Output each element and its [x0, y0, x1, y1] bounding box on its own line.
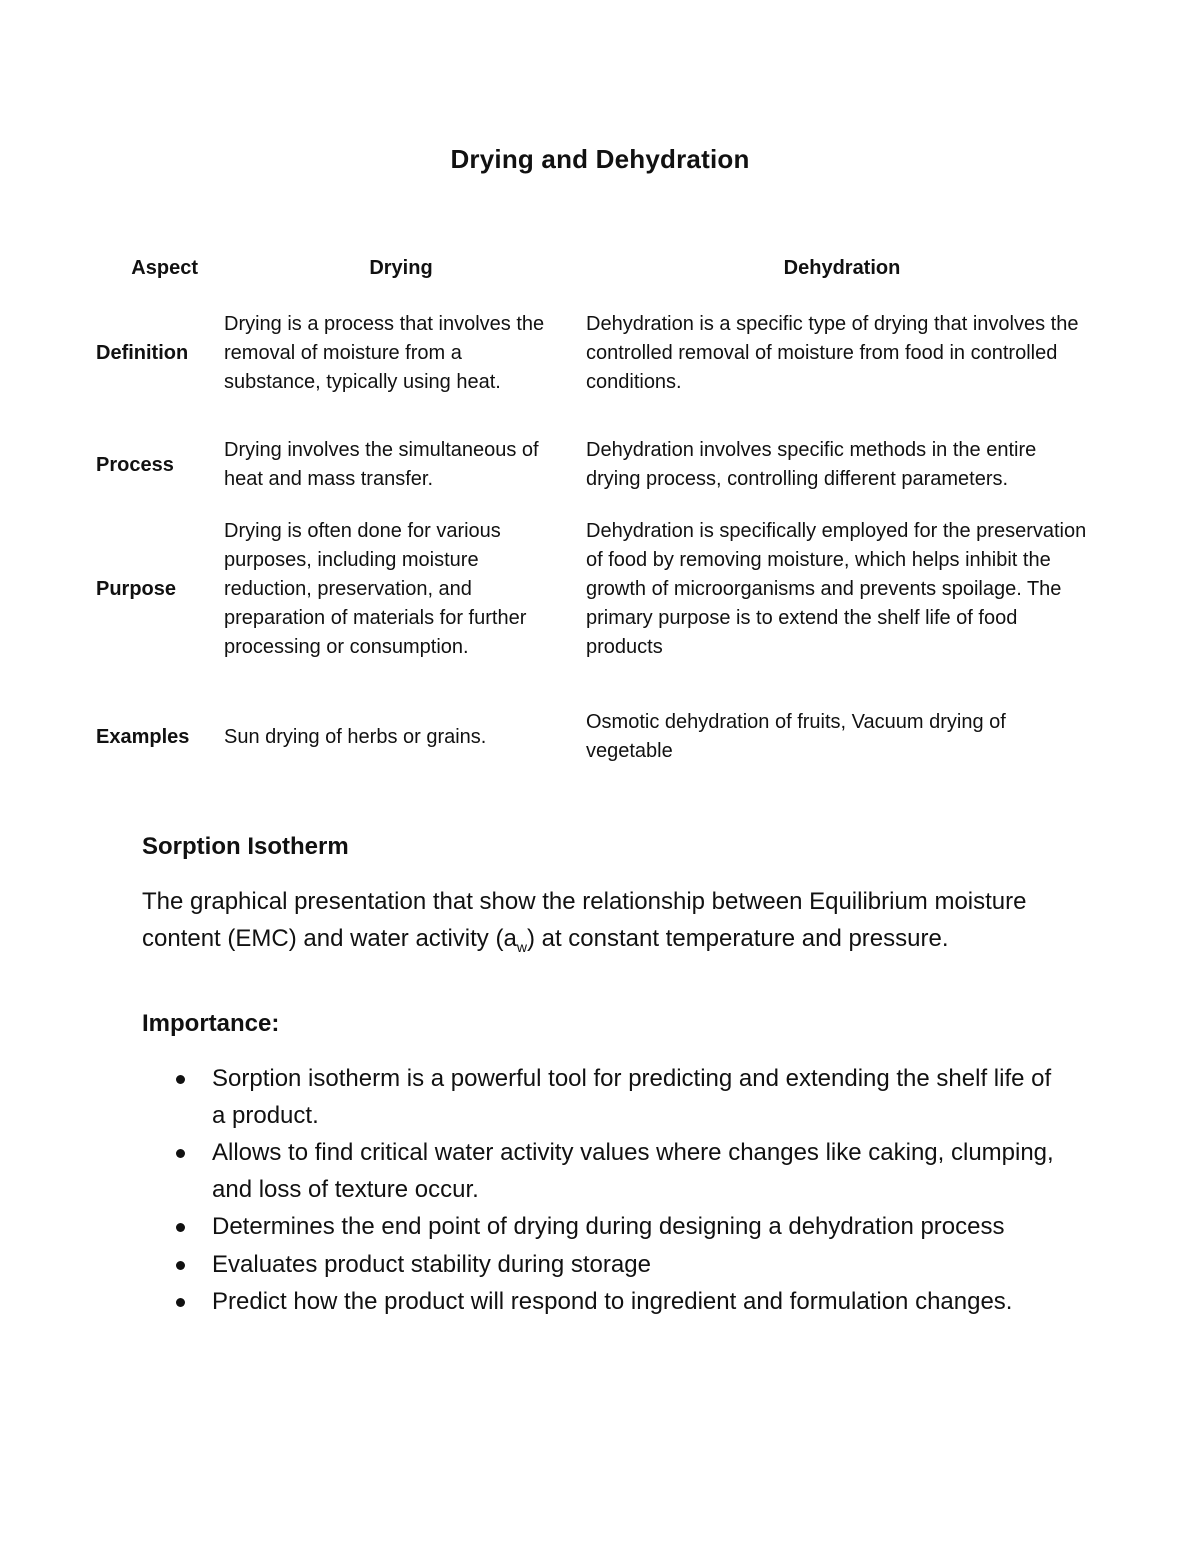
sorption-heading: Sorption Isotherm [142, 833, 349, 860]
table-row [92, 505, 1102, 673]
table-row [92, 305, 1102, 403]
list-item [142, 1061, 1062, 1134]
header-aspect: Aspect [131, 257, 198, 279]
row-aspect-label: Definition [96, 341, 189, 364]
bullet-icon [176, 1298, 185, 1307]
list-item-text: Predict how the product will respond to ingredient and formulation changes. [212, 1288, 1013, 1315]
drying-cell: Drying is a process that involves the removal of moisture from a substance, typically using heat. [224, 312, 545, 393]
row-aspect-label: Purpose [96, 577, 177, 600]
list-item [142, 1209, 1062, 1246]
drying-cell: Drying is often done for various purposes, including moisture reduction, preservation, and preparation of materials for further processing or consumption. [224, 519, 527, 658]
dehydration-cell: Dehydration is a specific type of drying that involves the controlled removal of moisture from food in controlled conditions. [586, 312, 1079, 393]
row-aspect-label: Process [96, 453, 174, 476]
definition-text-start: The graphical presentation that show the relationship between Equilibrium moisture content (EMC) and water activity (a [142, 888, 1027, 952]
list-item-text: Evaluates product stability during storage [212, 1250, 651, 1278]
dehydration-cell: Dehydration is specifically employed for the preservation of food by removing moisture, which helps inhibit the growth of microorganisms and prevents spoilage. The primary purpose is to extend the shelf life of food products [586, 519, 1087, 658]
dehydration-cell: Dehydration involves specific methods in the entire drying process, controlling different parameters. [586, 439, 1037, 490]
list-item [142, 1284, 1062, 1321]
importance-list [142, 1061, 1062, 1322]
bullet-icon [176, 1075, 185, 1084]
drying-cell: Drying involves the simultaneous of heat and mass transfer. [224, 439, 539, 490]
table-row [92, 673, 1102, 785]
list-item-text: Allows to find critical water activity values where changes like caking, clumping, and loss of texture occur. [212, 1139, 1054, 1203]
header-dehydration: Dehydration [783, 257, 901, 279]
list-item [142, 1247, 1062, 1284]
page-title: Drying and Dehydration [450, 144, 750, 174]
dehydration-cell: Osmotic dehydration of fruits, Vacuum drying of vegetable [586, 711, 1006, 762]
drying-cell: Sun drying of herbs or grains. [224, 725, 487, 748]
list-item [142, 1135, 1062, 1208]
table-row [92, 403, 1102, 505]
importance-heading: Importance: [142, 1010, 280, 1037]
row-aspect-label: Examples [96, 725, 190, 748]
bullet-icon [176, 1149, 185, 1158]
water-activity-subscript: w [516, 938, 527, 955]
header-drying: Drying [369, 257, 433, 279]
comparison-table [92, 250, 1102, 785]
definition-text-end: ) at constant temperature and pressure. [526, 924, 949, 952]
list-item-text: Sorption isotherm is a powerful tool for predicting and extending the shelf life of a product. [212, 1065, 1052, 1129]
table-header-row [92, 250, 1102, 305]
bullet-icon [176, 1261, 185, 1270]
list-item-text: Determines the end point of drying during designing a dehydration process [212, 1213, 1005, 1240]
bullet-icon [176, 1223, 185, 1232]
sorption-definition [142, 884, 1062, 965]
